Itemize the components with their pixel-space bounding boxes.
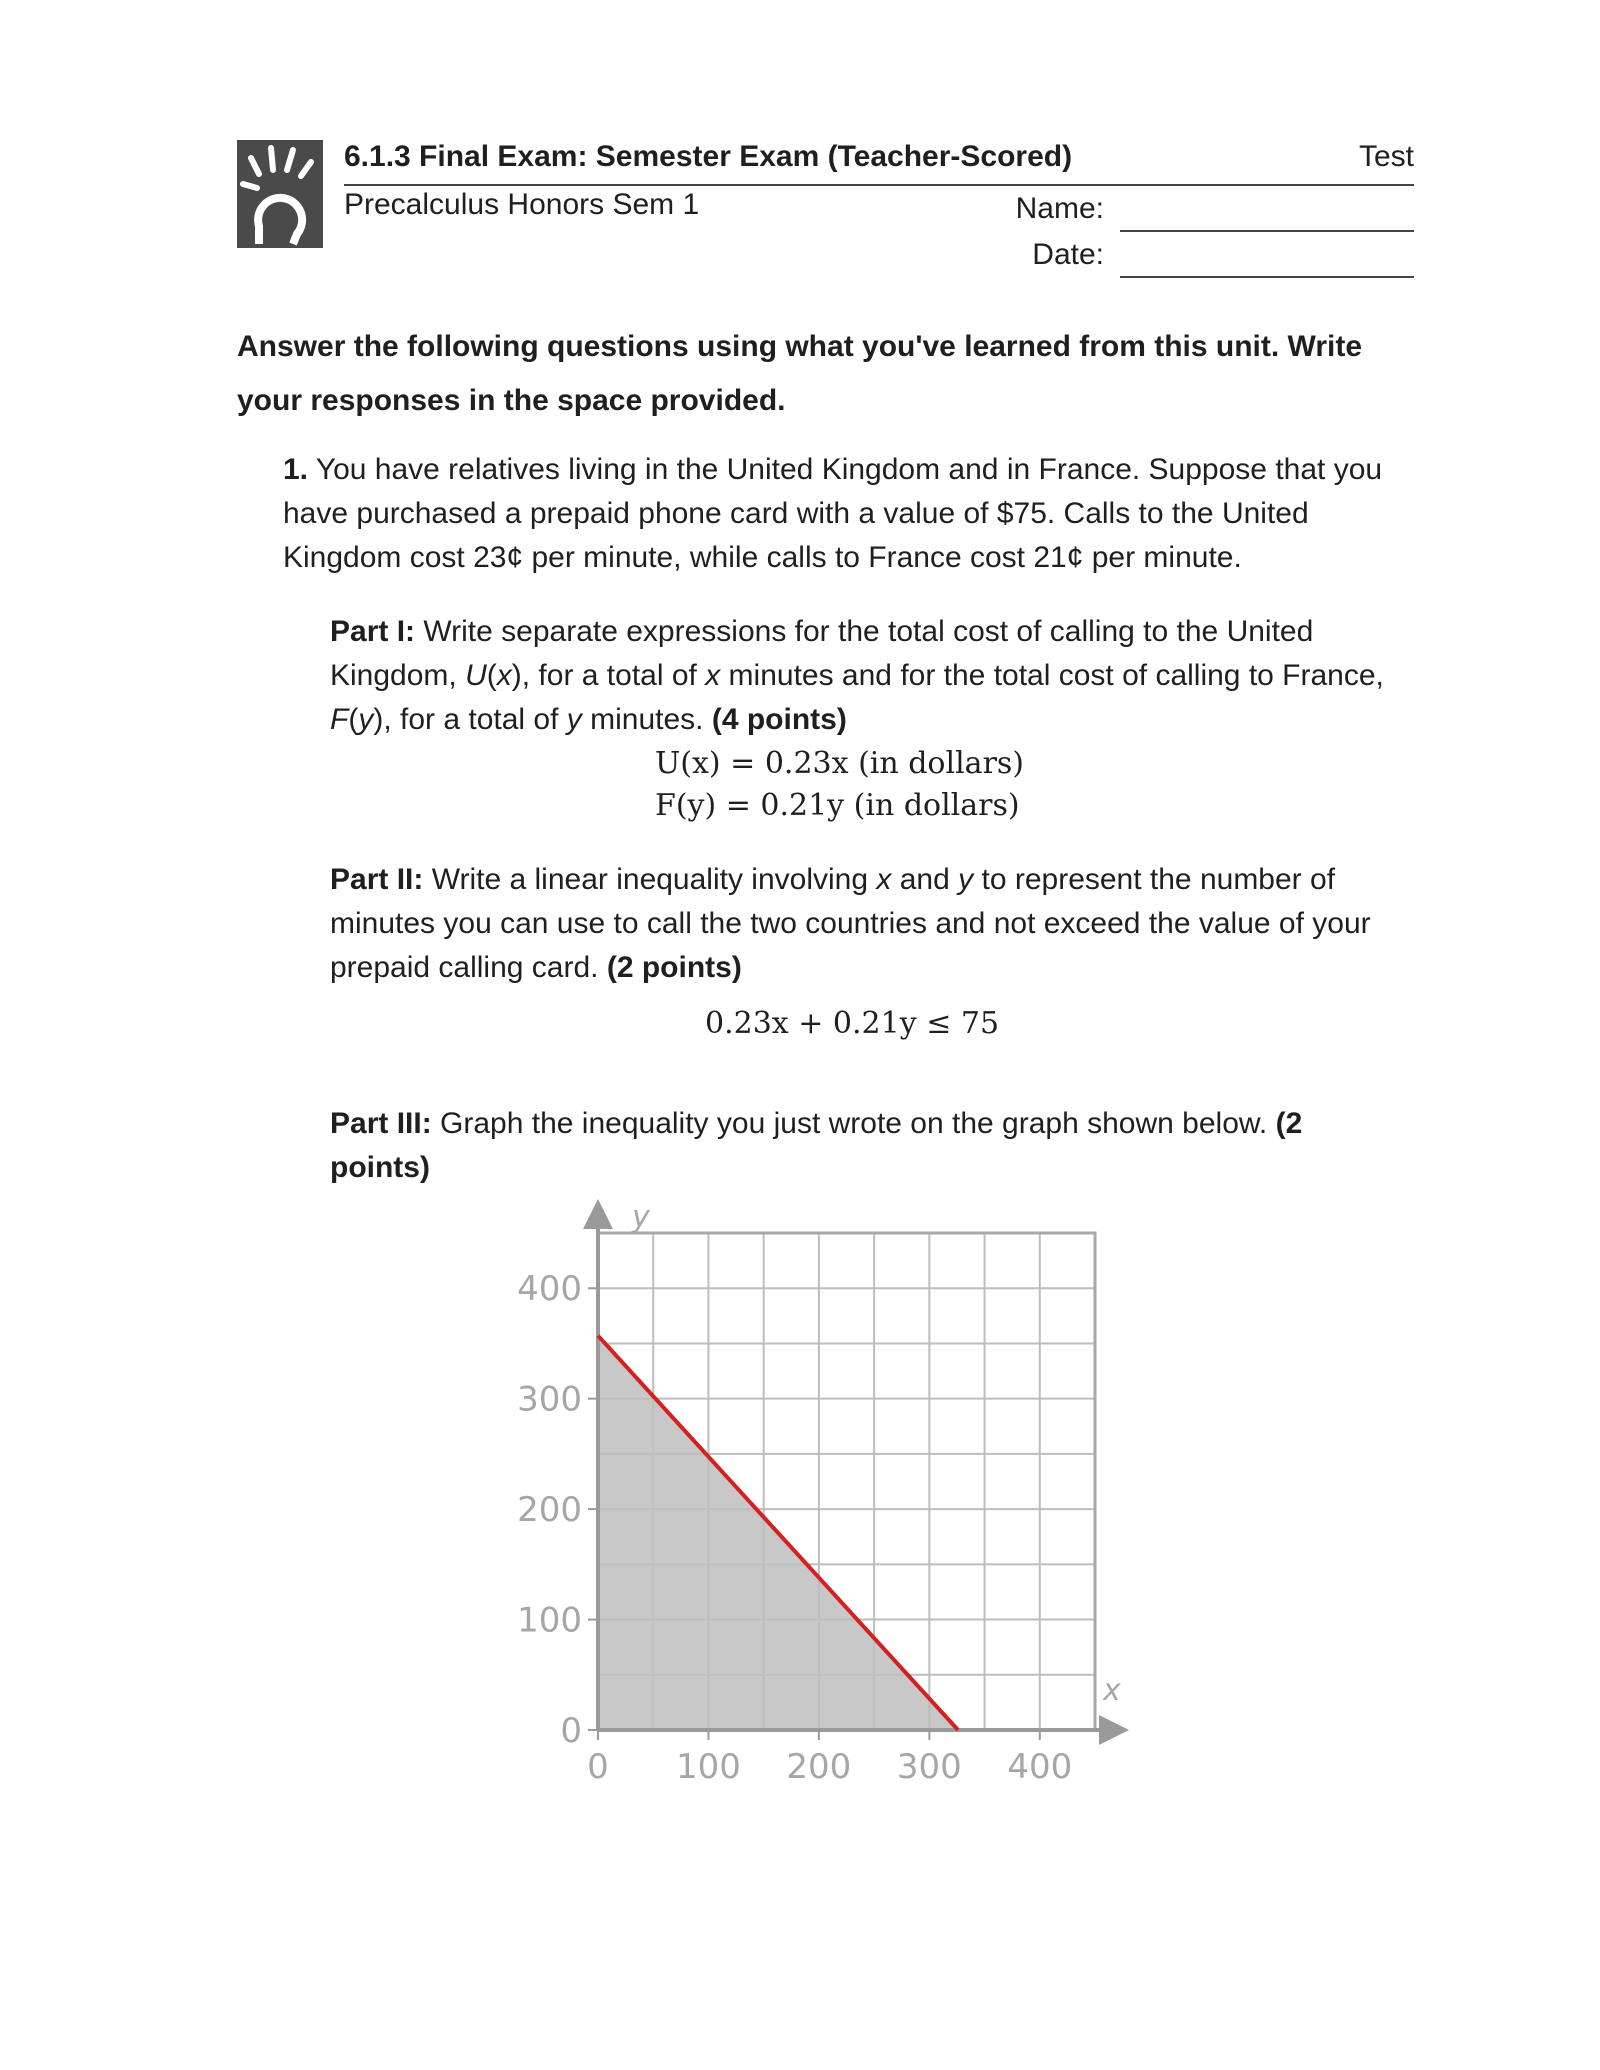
part-1-answer-f: F(y) = 0.21y (in dollars) xyxy=(655,788,1020,823)
x-tick-label: 300 xyxy=(896,1747,962,1787)
inequality-graph[interactable] xyxy=(480,1190,1160,1830)
x-axis-arrow-icon xyxy=(1099,1715,1129,1745)
x-tick-label: 100 xyxy=(675,1747,741,1787)
question-text: You have relatives living in the United Kingdom and in France. Suppose that you have purchased a prepaid phone card with a value of $75. Calls to the United Kingdom cost 23¢ per minute, while calls to France cost 21¢ per minute. xyxy=(283,453,1383,574)
instructions: Answer the following questions using what you've learned from this unit. Write your responses in the space provided. xyxy=(237,330,1363,417)
part-1-text: , for a total of xyxy=(521,659,697,692)
part-1-text: minutes. xyxy=(590,703,704,736)
var-y: y xyxy=(566,703,582,736)
part-1-text: minutes and for the total cost of calling to France, xyxy=(728,659,1384,692)
part-3-prompt xyxy=(330,1102,1390,1190)
header-rule xyxy=(344,184,1414,186)
part-3-label: Part III: xyxy=(330,1107,432,1140)
part-3-points: (2 points) xyxy=(330,1107,1303,1184)
y-tick-label: 300 xyxy=(517,1379,582,1420)
var-y: y xyxy=(358,703,374,736)
part-2-answer: 0.23x + 0.21y ≤ 75 xyxy=(705,1006,1000,1041)
part-1-text: Write separate expressions for the total cost of calling to the United Kingdom, xyxy=(330,615,1314,692)
exam-title: 6.1.3 Final Exam: Semester Exam (Teacher-Scored) xyxy=(344,140,1073,173)
fn-f: F xyxy=(330,703,349,736)
part-1-prompt: Part I: Write separate expressions for the total cost of calling to the United Kingdom, U(x), for a total of x minutes and for the total cost of calling to France, F(y), for a total of y minutes. (4 points) xyxy=(330,615,1384,736)
x-axis-label: x xyxy=(1103,1673,1121,1708)
x-tick-label: 200 xyxy=(786,1747,852,1787)
part-2-prompt xyxy=(330,858,1420,990)
date-line[interactable] xyxy=(1120,276,1414,278)
y-tick-label: 0 xyxy=(560,1711,582,1751)
y-tick-label: 100 xyxy=(517,1600,582,1641)
part-1-points: (4 points) xyxy=(711,703,847,736)
var-x: x xyxy=(876,863,892,896)
part-2-text: and xyxy=(899,863,950,896)
date-label: Date: xyxy=(1032,238,1104,271)
part-2-text: to represent the number of minutes you can use to call the two countries and not exceed the value of your prepaid calling card. xyxy=(330,863,1371,984)
var-y: y xyxy=(958,863,974,896)
part-2-points: (2 points) xyxy=(606,951,742,984)
part-1-text: , for a total of xyxy=(383,703,559,736)
school-logo xyxy=(237,140,323,248)
part-1-answer-u: U(x) = 0.23x (in dollars) xyxy=(655,746,1025,781)
part-1-label: Part I: xyxy=(330,615,416,648)
var-x: x xyxy=(705,659,721,692)
y-tick-label: 200 xyxy=(517,1490,582,1531)
fn-u: U xyxy=(465,659,487,692)
question-1 xyxy=(283,448,1423,580)
name-line[interactable] xyxy=(1120,230,1414,232)
question-number: 1. xyxy=(283,453,309,486)
course-name: Precalculus Honors Sem 1 xyxy=(344,188,700,221)
document-type: Test xyxy=(1358,140,1414,173)
part-2-label: Part II: xyxy=(330,863,424,896)
part-3-text: Graph the inequality you just wrote on the graph shown below. xyxy=(440,1107,1268,1140)
x-tick-label: 0 xyxy=(587,1747,609,1787)
y-axis-label: y xyxy=(632,1200,650,1235)
y-tick-label: 400 xyxy=(517,1269,582,1310)
name-label: Name: xyxy=(1015,192,1104,225)
part-2-text: Write a linear inequality involving xyxy=(431,863,869,896)
x-tick-label: 400 xyxy=(1007,1747,1073,1787)
y-axis-arrow-icon xyxy=(583,1199,613,1229)
var-x: x xyxy=(496,659,512,692)
